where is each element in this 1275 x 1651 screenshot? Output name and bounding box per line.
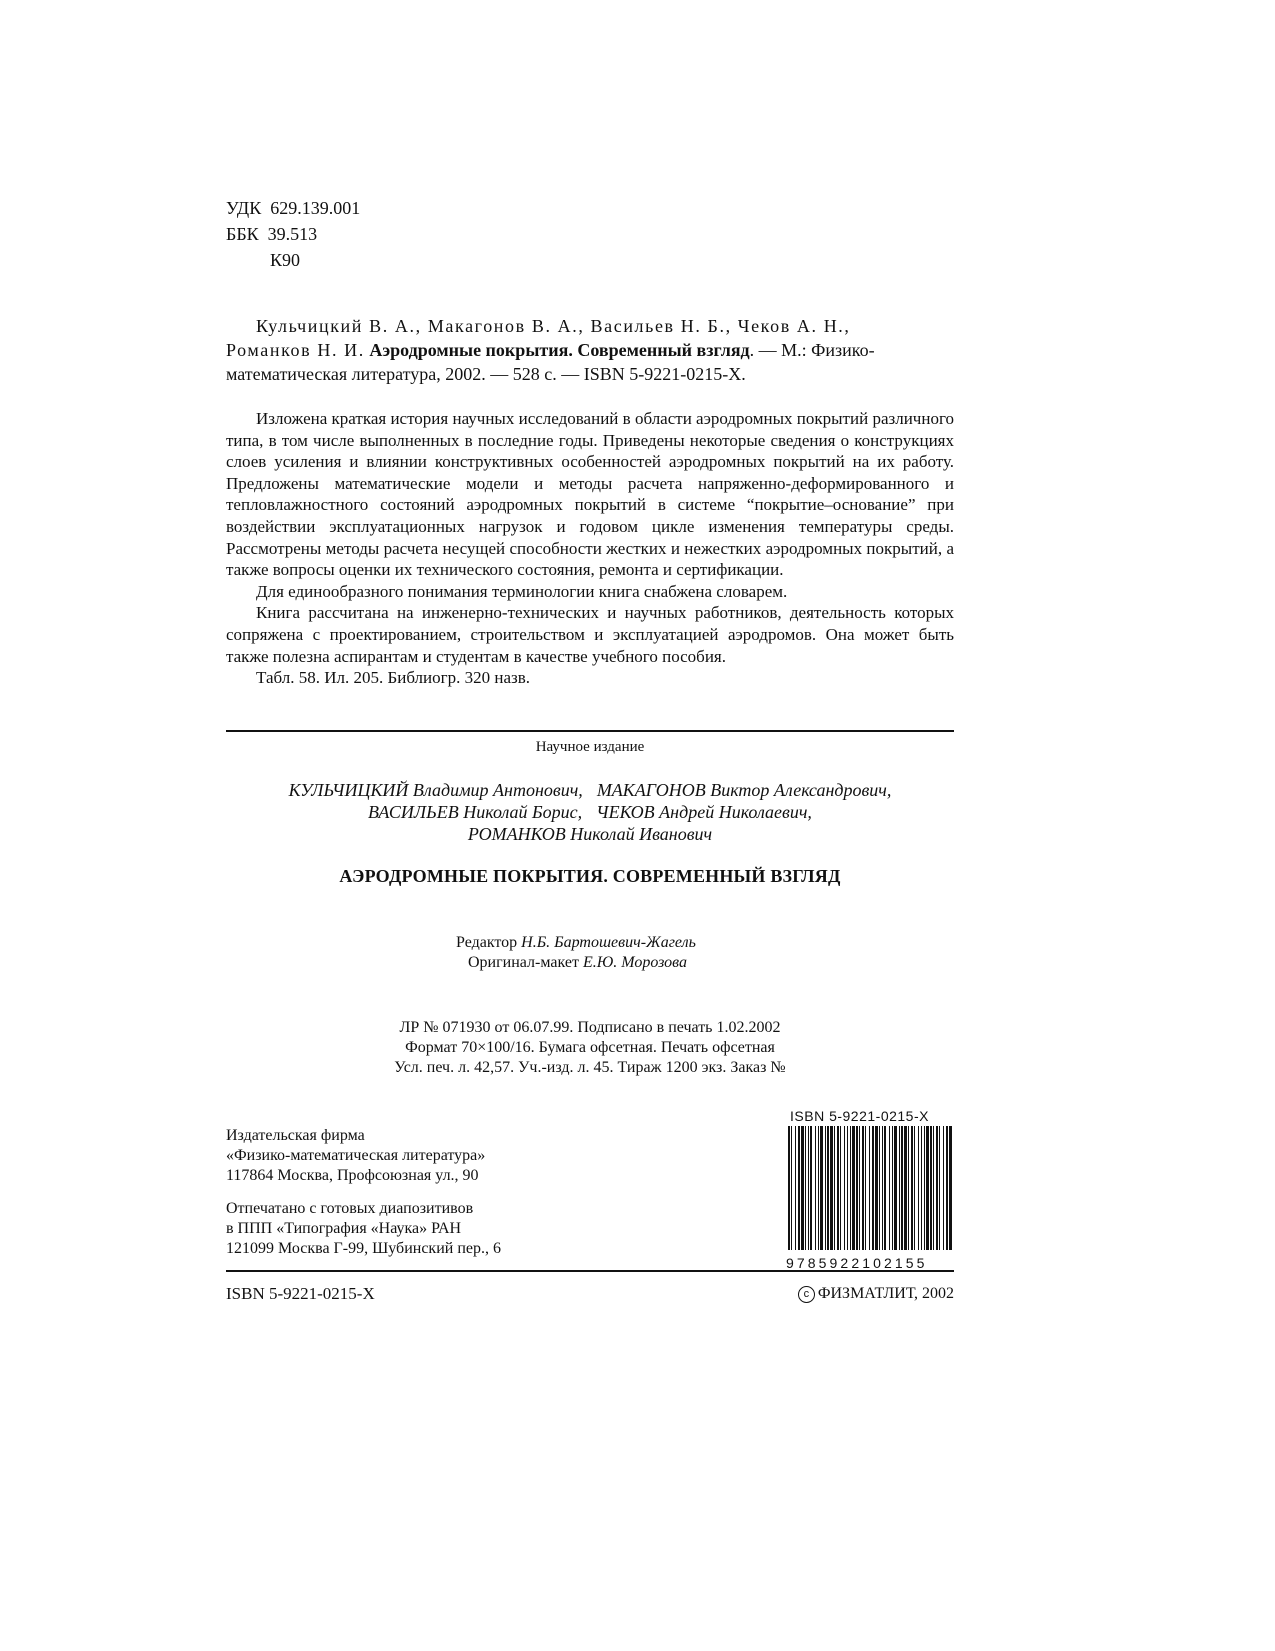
footer-isbn: ISBN 5-9221-0215-X: [226, 1284, 375, 1303]
printer-line: Отпечатано с готовых диапозитивов: [226, 1200, 474, 1217]
bbk-code: ББК 39.513: [226, 224, 318, 244]
biblio-authors-line: Кульчицкий В. А., Макагонов В. А., Васильев Н. Б., Чеков А. Н.,: [256, 316, 851, 336]
authors-line: [226, 823, 954, 845]
author-name: МАКАГОНОВ Виктор Александрович,: [596, 780, 892, 800]
imprint-line: Формат 70×100/16. Бумага офсетная. Печать офсетная: [405, 1039, 775, 1056]
printer-line: 121099 Москва Г-99, Шубинский пер., 6: [226, 1240, 501, 1257]
author-sign: К90: [270, 250, 301, 270]
credits: [226, 933, 954, 973]
barcode-digits: 9785922102155: [786, 1255, 928, 1271]
book-title: АЭРОДРОМНЫЕ ПОКРЫТИЯ. СОВРЕМЕННЫЙ ВЗГЛЯД: [339, 866, 841, 886]
biblio-author-romankov: Романков Н. И.: [226, 340, 365, 360]
author-name: РОМАНКОВ Николай Иванович: [467, 824, 713, 844]
divider-top: [226, 730, 954, 732]
authors-line: [226, 779, 954, 801]
divider-bottom: [226, 1270, 954, 1272]
isbn-barcode: [784, 1108, 954, 1273]
editor-role: Редактор: [456, 934, 522, 951]
abstract: [226, 408, 954, 689]
printer-block: [226, 1199, 501, 1259]
copyright-text: ФИЗМАТЛИТ, 2002: [817, 1285, 954, 1302]
bibliographic-entry: [226, 314, 954, 386]
biblio-publisher: . — М.: Физико-: [749, 340, 875, 360]
printer-line: в ППП «Типография «Наука» РАН: [226, 1220, 462, 1237]
editor-credit: [226, 933, 954, 953]
biblio-details: математическая литература, 2002. — 528 с. — ISBN 5-9221-0215-X.: [226, 364, 746, 384]
abstract-paragraph: Для единообразного понимания терминологии книга снабжена словарем.: [256, 581, 788, 601]
layout-credit: [226, 953, 954, 973]
author-name: ВАСИЛЬЕВ Николай Борис,: [368, 802, 583, 822]
classification-codes: [226, 195, 360, 273]
authors-line: [226, 801, 954, 823]
barcode-isbn-label: ISBN 5-9221-0215-X: [790, 1108, 929, 1124]
biblio-title: Аэродромные покрытия. Современный взгляд: [369, 340, 750, 360]
copyright-icon: c: [798, 1286, 815, 1303]
imprint: [226, 1018, 954, 1078]
layout-role: Оригинал-макет: [468, 954, 583, 971]
imprint-line: Усл. печ. л. 42,57. Уч.-изд. л. 45. Тираж 1200 экз. Заказ №: [394, 1059, 786, 1076]
authors-block: [226, 779, 954, 845]
imprint-line: ЛР № 071930 от 06.07.99. Подписано в печать 1.02.2002: [399, 1019, 781, 1036]
udk-code: УДК 629.139.001: [226, 198, 361, 218]
author-name: ЧЕКОВ Андрей Николаевич,: [596, 802, 812, 822]
biblio-title-line: [226, 338, 954, 362]
footer-copyright: [780, 1283, 954, 1304]
edition-label: Научное издание: [535, 739, 645, 755]
abstract-stats: Табл. 58. Ил. 205. Библиогр. 320 назв.: [256, 668, 531, 688]
layout-name: Е.Ю. Морозова: [582, 954, 687, 971]
publisher-line: Издательская фирма: [226, 1127, 365, 1144]
author-name: КУЛЬЧИЦКИЙ Владимир Антонович,: [288, 780, 583, 800]
abstract-paragraph: Изложена краткая история научных исследований в области аэродромных покрытий различного типа, в том числе выполненных в последние годы. Приведены некоторые сведения о конструкциях слоев усиления и влиянии конструктивных особенностей аэродромных покрытий на их работу. Предложены математические модели и методы расчета напряженно-деформированного и тепловлажностного состояний аэродромных покрытий в системе “покрытие–основание” при воздействии эксплуатационных нагрузок и годовом цикле изменения температуры среды. Рассмотрены методы расчета несущей способности жестких и нежестких аэродромных покрытий, а также вопросы оценки их технического состояния, ремонта и сертификации.: [226, 409, 954, 580]
abstract-paragraph: Книга рассчитана на инженерно-технических и научных работников, деятельность которых сопряжена с проектированием, строительством и эксплуатацией аэродромов. Она может быть также полезна аспирантам и студентам в качестве учебного пособия.: [226, 603, 954, 666]
publisher-block: [226, 1126, 485, 1186]
barcode-icon: [784, 1124, 954, 1252]
publisher-line: 117864 Москва, Профсоюзная ул., 90: [226, 1167, 479, 1184]
publisher-line: «Физико-математическая литература»: [226, 1147, 486, 1164]
editor-name: Н.Б. Бартошевич-Жагель: [521, 934, 696, 951]
